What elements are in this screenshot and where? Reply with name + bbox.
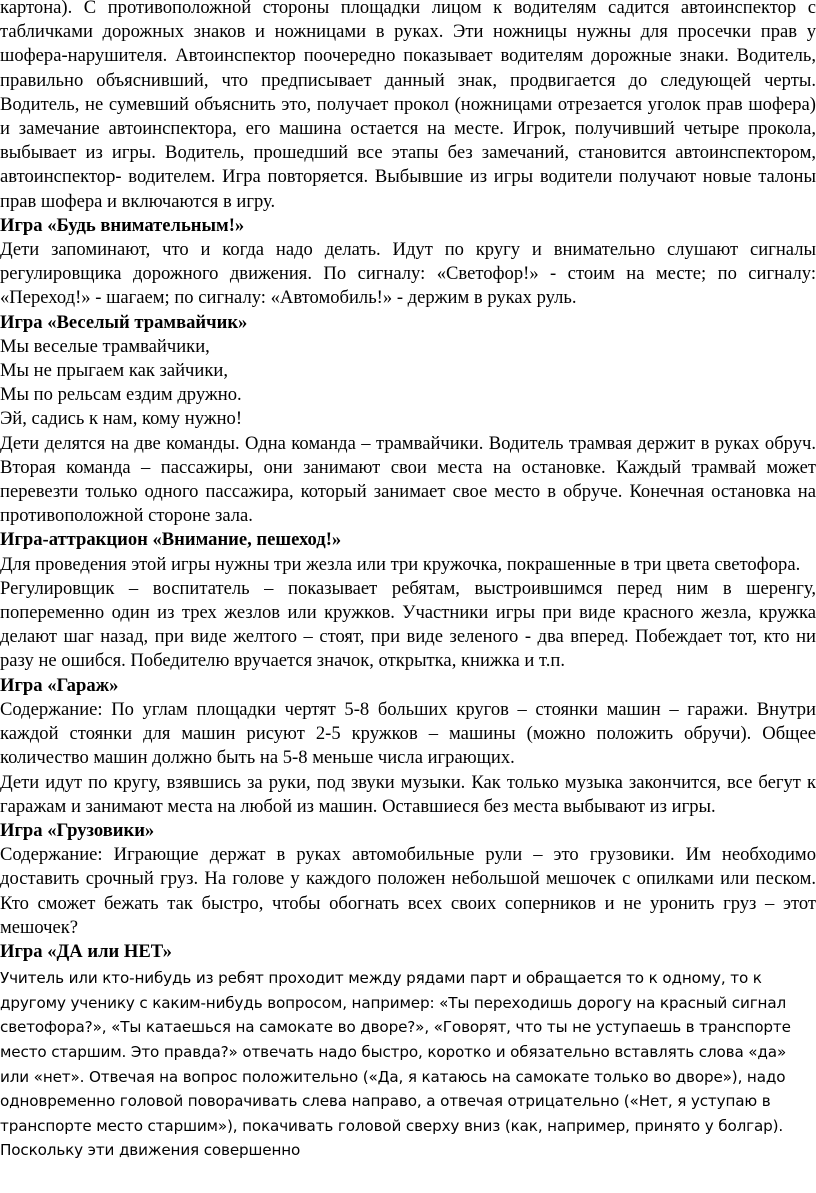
game-text-garage-2: Дети идут по кругу, взявшись за руки, под звуки музыки. Как только музыка закончится, все бегут к гаражам и занимают места на любой из машин. Оставшиеся без места выбывают из игры. (0, 771, 816, 817)
poem-line: Мы по рельсам ездим дружно. (0, 384, 242, 406)
poem-line: Мы не прыгаем как зайчики, (0, 360, 228, 382)
poem-line: Эй, садись к нам, кому нужно! (0, 408, 243, 430)
game-text-tram: Дети делятся на две команды. Одна команда – трамвайчики. Водитель трамвая держит в руках обруч. Вторая команда – пассажиры, они занимают свои места на остановке. Каждый трамвай может перевезти только одного пассажира, который занимает свое место в обруче. Конечная остановка на противоположной стороне зала. (0, 432, 816, 527)
tram-poem (0, 335, 816, 432)
game-text-trucks: Содержание: Играющие держат в руках автомобильные рули – это грузовики. Им необходимо доставить срочный груз. На голове у каждого положен небольшой мешочек с опилками или песком. Кто сможет бежать так быстро, чтобы обогнать всех своих соперников и не уронить груз – этот мешочек? (0, 844, 816, 938)
game-title-tram: Игра «Веселый трамвайчик» (0, 311, 248, 333)
game-text-attentive: Дети запоминают, что и когда надо делать. Идут по кругу и внимательно слушают сигналы регулировщика дорожного движения. По сигналу: «Светофор!» - стоим на месте; по сигналу: «Переход!» - шагаем; по сигналу: «Автомобиль!» - держим в руках руль. (0, 239, 816, 309)
game-title-garage: Игра «Гараж» (0, 674, 119, 696)
intro-paragraph: картона). С противоположной стороны площадки лицом к водителям садится автоинспектор с табличками дорожных знаков и ножницами в руках. Эти ножницы нужны для просечки прав у шофера-нарушителя. Автоинспектор поочередно показывает водителям дорожные знаки. Водитель, правильно объяснивший, что предписывает данный знак, продвигается до следующей черты. Водитель, не сумевший объяснить это, получает прокол (ножницами отрезается уголок прав шофера) и замечание автоинспектора, его машина остается на месте. Игрок, получивший четыре прокола, выбывает из игры. Водитель, прошедший все этапы без замечаний, становится автоинспектором, автоинспектор- водителем. Игра повторяется. Выбывшие из игры водители получают новые талоны прав шофера и включаются в игру. (0, 0, 816, 212)
game-title-pedestrian: Игра-аттракцион «Внимание, пешеход!» (0, 529, 342, 551)
game-text-yesno: Учитель или кто-нибудь из ребят проходит между рядами парт и обращается то к одному, то к другому ученику с каким-нибудь вопросом, например: «Ты переходишь дорогу на красный сигнал светофора?», «Ты катаешься на самокате во дворе?», «Говорят, что ты не уступаешь в транспорте место старшим. Это правда?» отвечать надо быстро, коротко и обязательно вставлять слова «да» или «нет». Отвечая на вопрос положительно («Да, я катаюсь на самокате только во дворе»), надо одновременно головой поворачивать слева направо, а отвечая отрицательно («Нет, я уступаю в транспорте место старшим»), покачивать головой сверху вниз (как, например, принято у болгар). Поскольку эти движения совершенно (0, 969, 791, 1160)
game-title-trucks: Игра «Грузовики» (0, 819, 155, 841)
game-text-pedestrian-2: Регулировщик – воспитатель – показывает ребятам, выстроившимся перед ним в шеренгу, попеременно один из трех жезлов или кружков. Участники игры при виде красного жезла, кружка делают шаг назад, при виде желтого – стоят, при виде зеленого - два вперед. Побеждает тот, кто ни разу не ошибся. Победителю вручается значок, открытка, книжка и т.п. (0, 577, 816, 672)
poem-line: Мы веселые трамвайчики, (0, 335, 210, 357)
game-title-yesno: Игра «ДА или НЕТ» (0, 940, 172, 962)
game-title-attentive: Игра «Будь внимательным!» (0, 214, 245, 236)
game-text-garage-1: Содержание: По углам площадки чертят 5-8 больших кругов – стоянки машин – гаражи. Внутри каждой стоянки для машин рисуют 2-5 кружков – машины (можно положить обручи). Общее количество машин должно быть на 5-8 меньше числа играющих. (0, 698, 816, 769)
game-text-pedestrian-1: Для проведения этой игры нужны три жезла или три кружочка, покрашенные в три цвета светофора. (0, 553, 801, 575)
